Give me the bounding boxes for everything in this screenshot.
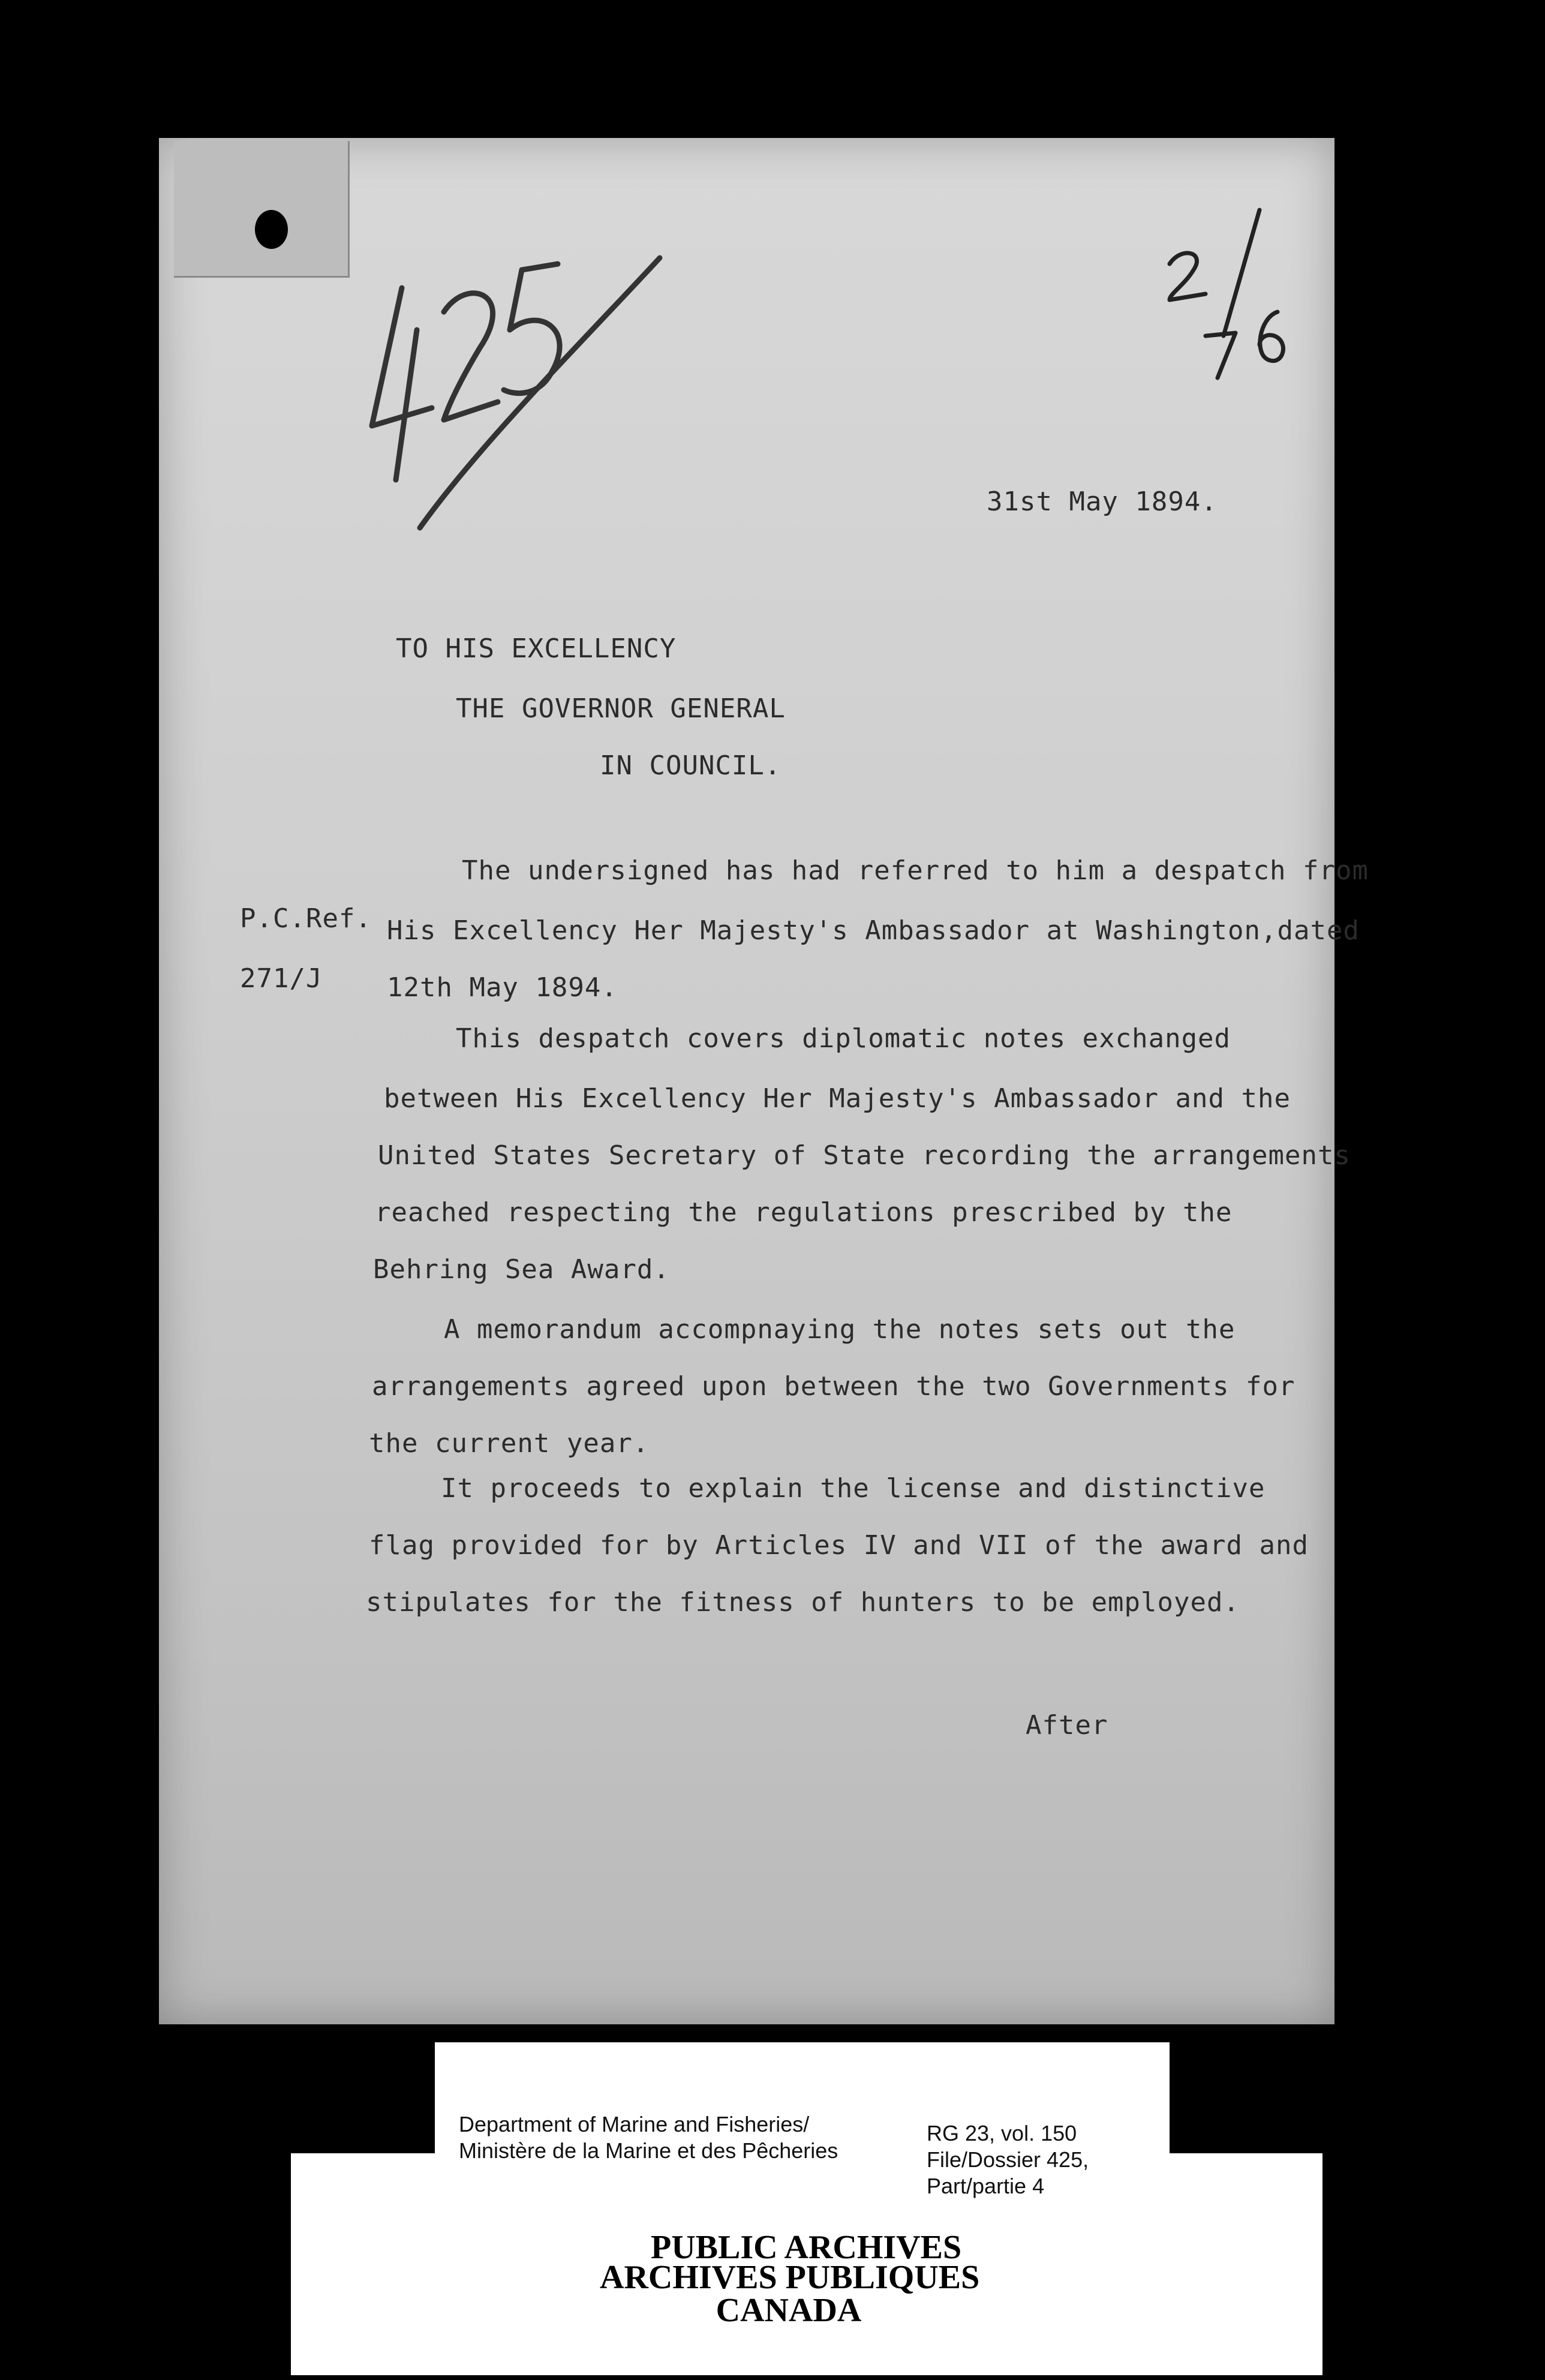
archives-stamp-line-3: CANADA: [716, 2292, 862, 2329]
document-page: [159, 138, 1334, 2024]
file-number: File/Dossier 425,: [927, 2147, 1089, 2172]
address-line-2: THE GOVERNOR GENERAL: [456, 693, 786, 724]
archives-stamp-line-2: ARCHIVES PUBLIQUES: [600, 2259, 980, 2296]
margin-reference-1: P.C.Ref.: [240, 903, 372, 934]
body-line: the current year.: [369, 1428, 650, 1459]
address-line-1: TO HIS EXCELLENCY: [396, 633, 677, 664]
handwritten-425: [360, 228, 672, 540]
body-line: His Excellency Her Majesty's Ambassador at Washington,dated: [387, 915, 1360, 946]
body-line: It proceeds to explain the license and distinctive: [441, 1473, 1266, 1504]
margin-reference-2: 271/J: [240, 963, 323, 994]
catchword: After: [1026, 1710, 1108, 1741]
body-line: 12th May 1894.: [387, 972, 618, 1003]
body-line: A memorandum accompnaying the notes sets out the: [444, 1314, 1236, 1345]
part-number: Part/partie 4: [927, 2174, 1045, 2198]
department-name-en: Department of Marine and Fisheries/: [459, 2112, 810, 2136]
body-line: The undersigned has had referred to him a despatch from: [462, 855, 1369, 886]
body-line: Behring Sea Award.: [373, 1254, 670, 1285]
body-line: stipulates for the fitness of hunters to be employed.: [366, 1587, 1240, 1618]
paper-tab: [174, 141, 350, 278]
body-line: arrangements agreed upon between the two Governments for: [372, 1371, 1295, 1402]
address-line-3: IN COUNCIL.: [600, 750, 781, 781]
punch-hole: [255, 210, 288, 249]
body-line: This despatch covers diplomatic notes exchanged: [456, 1023, 1231, 1054]
body-line: flag provided for by Articles IV and VII of the award and: [369, 1530, 1309, 1561]
body-line: United States Secretary of State recording the arrangements: [378, 1140, 1351, 1171]
body-line: between His Excellency Her Majesty's Ambassador and the: [384, 1083, 1291, 1114]
record-group: RG 23, vol. 150: [927, 2121, 1077, 2145]
archives-stamp-line-1: PUBLIC ARCHIVES: [651, 2229, 962, 2266]
department-name-fr: Ministère de la Marine et des Pêcheries: [459, 2138, 838, 2163]
corner-annotation: [1158, 186, 1313, 384]
letter-date: 31st May 1894.: [987, 486, 1218, 517]
body-line: reached respecting the regulations prescribed by the: [375, 1197, 1233, 1228]
